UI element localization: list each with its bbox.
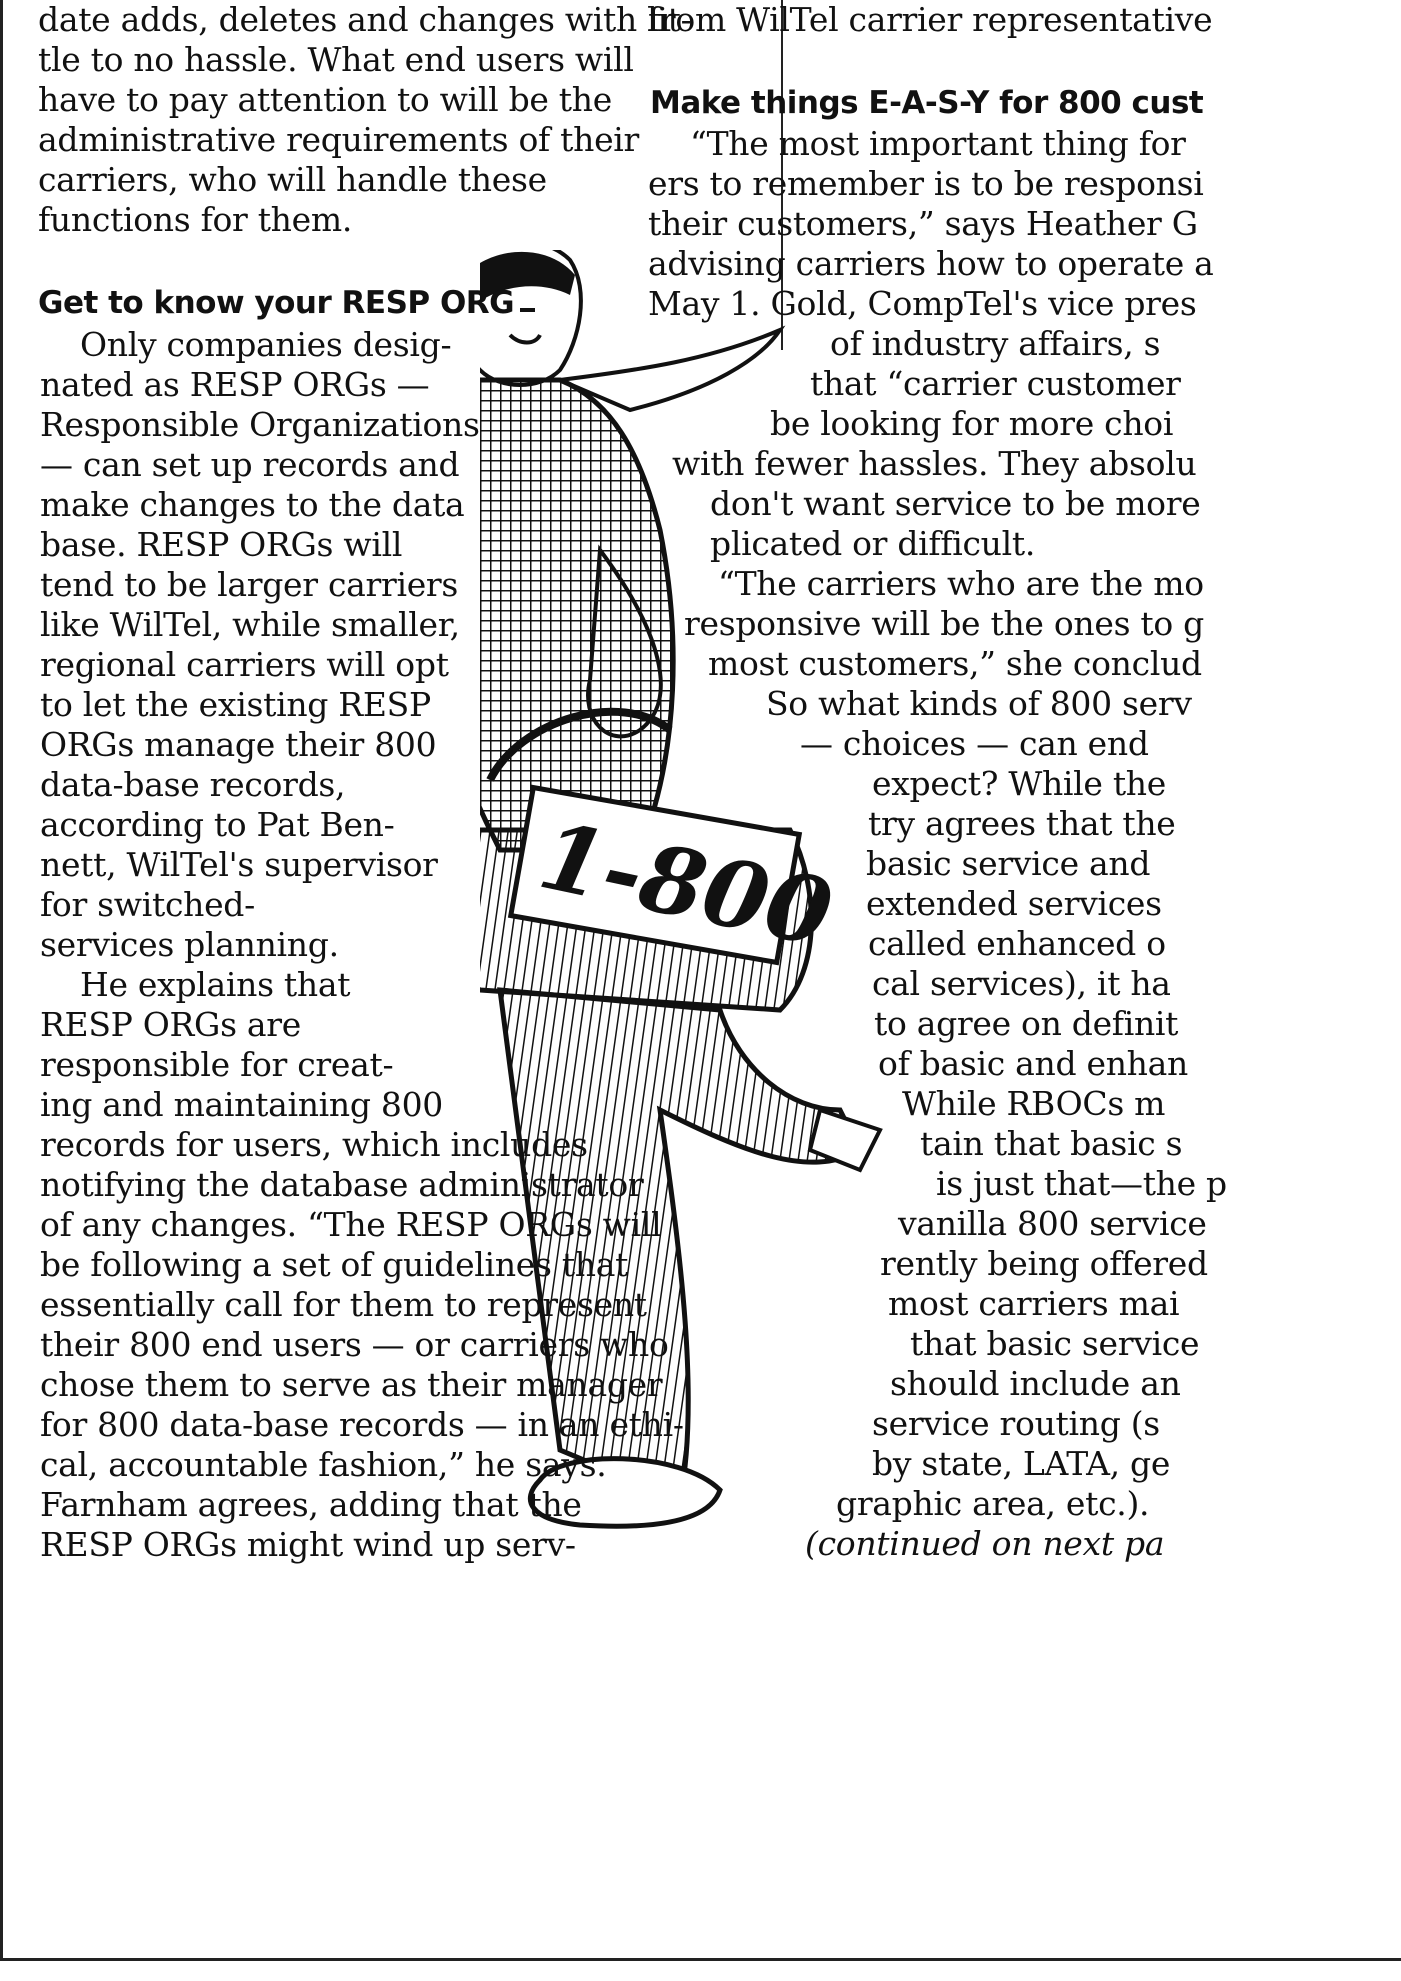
body-line: responsive will be the ones to g [684, 604, 1204, 643]
body-line: ing and maintaining 800 [40, 1085, 443, 1124]
body-line: try agrees that the [868, 804, 1176, 843]
body-line: RESP ORGs are [40, 1005, 302, 1044]
intro-line: from WilTel carrier representative [648, 0, 1213, 39]
body-line: with fewer hassles. They absolu [672, 444, 1197, 483]
intro-line: have to pay attention to will be the [38, 80, 612, 119]
body-line: nated as RESP ORGs — [40, 365, 430, 404]
body-line: tend to be larger carriers [40, 565, 459, 604]
body-line: of basic and enhan [878, 1044, 1188, 1083]
body-line: — can set up records and [40, 445, 460, 484]
body-line: Farnham agrees, adding that the [40, 1485, 582, 1524]
body-line: that basic service [910, 1324, 1200, 1363]
section-heading: Make things E-A-S-Y for 800 cust [650, 85, 1204, 121]
body-line: called enhanced o [868, 924, 1166, 963]
body-line: their 800 end users — or carriers who [40, 1325, 669, 1364]
body-line: “The most important thing for [690, 124, 1186, 163]
body-line: May 1. Gold, CompTel's vice pres [648, 284, 1197, 323]
intro-line: tle to no hassle. What end users will [38, 40, 634, 79]
body-line: graphic area, etc.). [836, 1484, 1150, 1523]
body-line: to agree on definit [874, 1004, 1179, 1043]
body-line: chose them to serve as their manager [40, 1365, 663, 1404]
intro-line: carriers, who will handle these [38, 160, 547, 199]
body-line: for 800 data-base records — in an ethi- [40, 1405, 684, 1444]
body-line: data-base records, [40, 765, 346, 804]
body-line: cal services), it ha [872, 964, 1171, 1003]
body-line: to let the existing RESP [40, 685, 431, 724]
body-line: services planning. [40, 925, 339, 964]
body-line: records for users, which includes [40, 1125, 588, 1164]
body-line: most carriers mai [888, 1284, 1180, 1323]
jacket-icon [480, 380, 673, 850]
bottom-border-rule [0, 1958, 1401, 1961]
body-line: cal, accountable fashion,” he says. [40, 1445, 607, 1484]
body-line: service routing (s [872, 1404, 1160, 1443]
body-line: notifying the database administrator [40, 1165, 644, 1204]
body-line: according to Pat Ben- [40, 805, 395, 844]
body-line: nett, WilTel's supervisor [40, 845, 438, 884]
body-line: (continued on next pa [805, 1524, 1165, 1563]
intro-line: administrative requirements of their [38, 120, 640, 159]
body-line: for switched- [40, 885, 255, 924]
body-line: of industry affairs, s [830, 324, 1161, 363]
body-line: be looking for more choi [770, 404, 1174, 443]
body-line: rently being offered [880, 1244, 1208, 1283]
body-line: be following a set of guidelines that [40, 1245, 629, 1284]
body-line: ers to remember is to be responsi [648, 164, 1204, 203]
body-line: base. RESP ORGs will [40, 525, 403, 564]
body-line: regional carriers will opt [40, 645, 449, 684]
body-line: So what kinds of 800 serv [766, 684, 1192, 723]
body-line: basic service and [866, 844, 1151, 883]
body-line: is just that—the p [936, 1164, 1227, 1203]
body-line: Only companies desig- [80, 325, 452, 364]
body-line: of any changes. “The RESP ORGs will [40, 1205, 662, 1244]
body-line: “The carriers who are the mo [718, 564, 1204, 603]
section-heading: Get to know your RESP ORG [38, 285, 515, 321]
intro-line: functions for them. [38, 200, 353, 239]
body-line: plicated or difficult. [710, 524, 1036, 563]
body-line: that “carrier customer [810, 364, 1181, 403]
body-line: essentially call for them to represent [40, 1285, 647, 1324]
body-line: ORGs manage their 800 [40, 725, 437, 764]
body-line: While RBOCs m [902, 1084, 1166, 1123]
body-line: their customers,” says Heather G [648, 204, 1198, 243]
body-line: Responsible Organizations [40, 405, 480, 444]
body-line: by state, LATA, ge [872, 1444, 1171, 1483]
body-line: extended services [866, 884, 1162, 923]
intro-line: date adds, deletes and changes with lit- [38, 0, 692, 39]
body-line: RESP ORGs might wind up serv- [40, 1525, 576, 1564]
body-line: expect? While the [872, 764, 1166, 803]
body-line: tain that basic s [920, 1124, 1183, 1163]
left-border-rule [0, 0, 3, 1960]
body-line: responsible for creat- [40, 1045, 394, 1084]
body-line: vanilla 800 service [898, 1204, 1207, 1243]
body-line: — choices — can end [800, 724, 1149, 763]
body-line: like WilTel, while smaller, [40, 605, 460, 644]
body-line: make changes to the data [40, 485, 465, 524]
body-line: don't want service to be more [710, 484, 1201, 523]
bag-sign-label: 1-800 [530, 801, 841, 969]
body-line: should include an [890, 1364, 1181, 1403]
body-line: most customers,” she conclud [708, 644, 1202, 683]
body-line: He explains that [80, 965, 351, 1004]
body-line: advising carriers how to operate a [648, 244, 1214, 283]
